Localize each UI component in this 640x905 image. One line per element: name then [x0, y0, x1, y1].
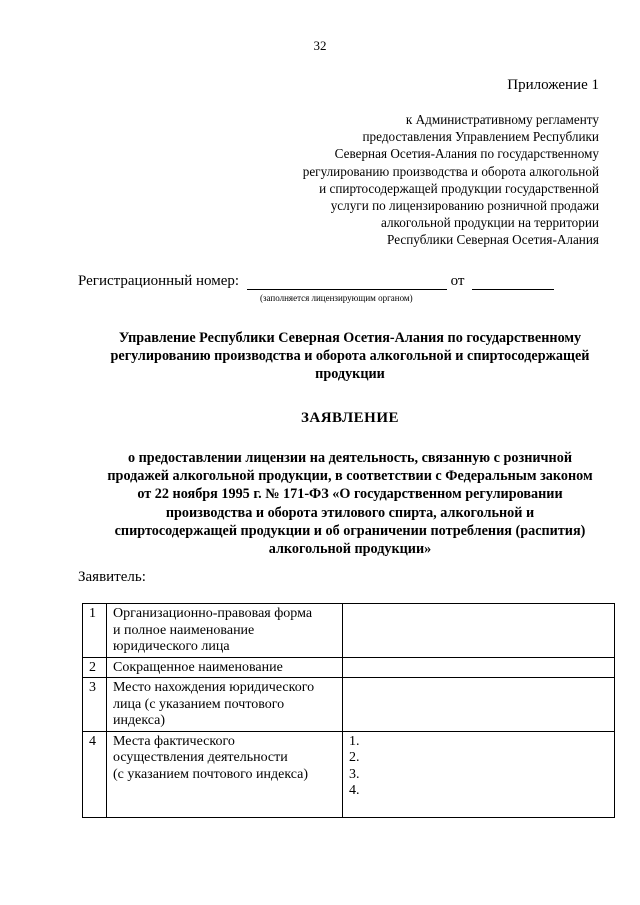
subject-line: алкогольной продукции»	[268, 541, 432, 558]
appendix-line: предоставления Управлением Республики	[362, 129, 599, 145]
row-label-line: Организационно-правовая форма	[113, 606, 313, 621]
appendix-title: Приложение 1	[507, 77, 599, 93]
row-label-line: индекса)	[113, 713, 166, 728]
subject-line: о предоставлении лицензии на деятельность, связанную с розничной	[127, 450, 573, 466]
page-number: 32	[313, 38, 327, 53]
row-label-line: лица (с указанием почтового	[113, 696, 285, 712]
subject-line: производства и оборота этилового спирта, алкогольной и	[165, 504, 535, 521]
appendix-line: алкогольной продукции на территории	[381, 215, 599, 231]
authority-line: регулированию производства и оборота алкогольной и спиртосодержащей	[110, 348, 590, 364]
row-number: 4	[83, 731, 107, 817]
row-number: 3	[83, 678, 107, 732]
subject-line: спиртосодержащей продукции и об ограничении потребления (распития)	[114, 522, 586, 539]
short-name-value-cell[interactable]	[343, 657, 615, 678]
location-item: 3.	[349, 766, 360, 782]
row-label-line: Места фактического	[113, 733, 235, 749]
registration-from-label: от	[450, 273, 465, 289]
row-label	[107, 604, 343, 658]
registration-label: Регистрационный номер:	[78, 273, 240, 289]
row-label-line: юридического лица	[113, 639, 230, 654]
appendix-line: регулированию производства и оборота алкогольной	[302, 163, 599, 179]
authority-heading	[60, 329, 640, 383]
appendix-line: к Административному регламенту	[405, 112, 599, 127]
legal-address-value-cell[interactable]	[343, 678, 615, 732]
registration-date-field[interactable]	[472, 275, 554, 290]
row-label-line: осуществления деятельности	[113, 750, 288, 765]
business-locations-value-cell[interactable]	[343, 731, 615, 817]
subject-line: от 22 ноября 1995 г. № 171-ФЗ «О государственном регулировании	[137, 486, 563, 503]
appendix-line: Северная Осетия-Алания по государственному	[334, 146, 599, 162]
table-row	[83, 657, 615, 678]
applicant-table	[82, 603, 615, 818]
document-title: ЗАЯВЛЕНИЕ	[300, 410, 400, 426]
location-item: 2.	[349, 750, 360, 765]
registration-hint: (заполняется лицензирующим органом)	[260, 293, 413, 303]
subject-line: продажей алкогольной продукции, в соответствии с Федеральным законом	[107, 468, 593, 485]
appendix-line: и спиртосодержащей продукции государственной	[319, 180, 599, 196]
location-item: 4.	[349, 783, 360, 798]
appendix-reference	[239, 111, 599, 249]
registration-number-field[interactable]	[247, 275, 447, 290]
row-label	[107, 678, 343, 732]
table-row	[83, 731, 615, 817]
table-row	[83, 604, 615, 658]
row-label	[107, 731, 343, 817]
location-item: 1.	[349, 733, 360, 749]
authority-line: Управление Республики Северная Осетия-Алания по государственному	[118, 330, 582, 346]
registration-row	[78, 273, 554, 290]
legal-form-value-cell[interactable]	[343, 604, 615, 658]
appendix-line: услуги по лицензированию розничной продажи	[330, 198, 599, 214]
applicant-label: Заявитель:	[78, 569, 146, 585]
row-label-line: (с указанием почтового индекса)	[113, 766, 309, 782]
row-label-line: Место нахождения юридического	[113, 680, 315, 695]
row-number: 2	[83, 657, 107, 678]
row-label-line: Сокращенное наименование	[113, 659, 283, 675]
table-row	[83, 678, 615, 732]
row-label	[107, 657, 343, 678]
row-number: 1	[83, 604, 107, 658]
authority-line: продукции	[315, 366, 385, 382]
appendix-line: Республики Северная Осетия-Алания	[387, 232, 599, 248]
application-subject	[60, 449, 640, 558]
row-label-line: и полное наименование	[113, 622, 255, 638]
